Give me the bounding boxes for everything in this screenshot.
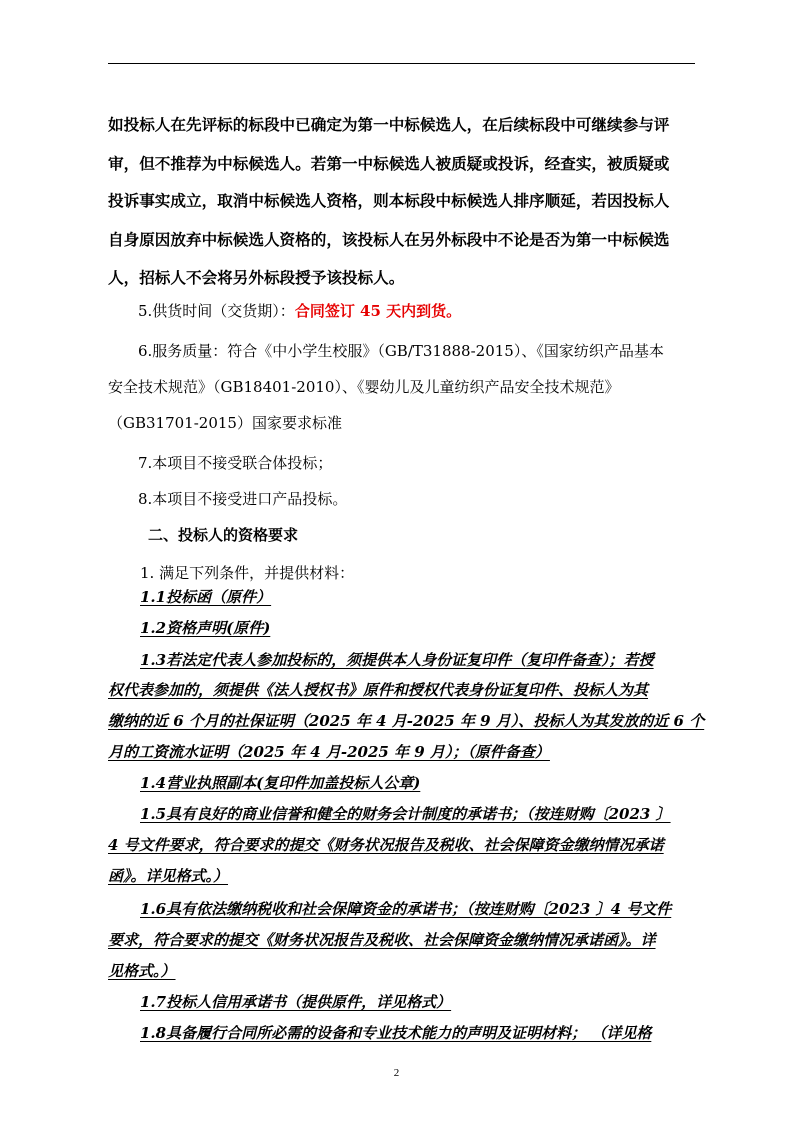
req-tax-line: 要求，符合要求的提交《财务状况报告及税收、社会保障资金缴纳情况承诺函》。详 [108,931,656,949]
paragraph-line: 人，招标人不会将另外标段授予该投标人。 [108,268,405,287]
req-representative-line: 权代表参加的，须提供《法人授权书》原件和授权代表身份证复印件、投标人为其 [108,681,649,699]
service-quality-line: 安全技术规范》（GB18401-2010）、《婴幼儿及儿童纺织产品安全技术规范》 [108,378,620,396]
header-rule [108,63,695,64]
no-consortium-item: 7.本项目不接受联合体投标； [138,454,333,472]
paragraph-line: 审，但不推荐为中标候选人。若第一中标候选人被质疑或投诉，经查实，被质疑或 [108,154,670,173]
paragraph-line: 投诉事实成立，取消中标候选人资格，则本标段中标候选人排序顺延，若因投标人 [108,191,670,210]
service-quality-line: （GB31701-2015）国家要求标准 [108,414,342,432]
req-representative-line: 缴纳的近 6 个月的社保证明（2025 年 4 月-2025 年 9 月）、投标人为其发放的近 6 个 [108,712,705,730]
paragraph-line: 自身原因放弃中标候选人资格的，该投标人在另外标段中不论是否为第一中标候选 [108,230,670,249]
req-credit-line: 4 号文件要求，符合要求的提交《财务状况报告及税收、社会保障资金缴纳情况承诺 [108,836,664,854]
req-representative-line: 月的工资流水证明（2025 年 4 月-2025 年 9 月）；（原件备查） [108,743,550,761]
delivery-time-value: 合同签订 45 天内到货。 [294,302,462,320]
paragraph-line: 如投标人在先评标的标段中已确定为第一中标候选人，在后续标段中可继续参与评 [108,115,670,134]
page-number: 2 [393,1067,400,1079]
delivery-time-label: 5.供货时间（交货期）： [138,302,295,320]
service-quality-line: 6.服务质量：符合《中小学生校服》（GB/T31888-2015）、《国家纺织产品基本 [138,342,664,360]
req-credit-line: 1.5具有良好的商业信誉和健全的财务会计制度的承诺书；（按连财购〔2023 〕 [140,805,671,823]
req-credit-line: 函》。详见格式。） [108,867,229,885]
req-equipment-statement: 1.8具备履行合同所必需的设备和专业技术能力的声明及证明材料； （详见格 [140,1024,652,1042]
req-credit-commitment: 1.7投标人信用承诺书（提供原件，详见格式） [140,993,452,1011]
req-representative-line: 1.3若法定代表人参加投标的，须提供本人身份证复印件（复印件备查）；若授 [140,651,654,669]
delivery-time-item [138,304,728,319]
req-tax-line: 见格式。） [108,962,176,980]
no-import-item: 8.本项目不接受进口产品投标。 [138,490,348,508]
requirements-intro: 1. 满足下列条件，并提供材料： [140,564,355,582]
req-business-license: 1.4营业执照副本(复印件加盖投标人公章) [140,774,421,792]
section-heading: 二、投标人的资格要求 [148,526,299,544]
req-qualification-statement: 1.2资格声明(原件) [140,619,271,637]
req-tax-line: 1.6具有依法缴纳税收和社会保障资金的承诺书；（按连财购〔2023 〕4 号文件 [140,900,672,918]
req-bid-letter: 1.1投标函（原件） [140,588,272,606]
